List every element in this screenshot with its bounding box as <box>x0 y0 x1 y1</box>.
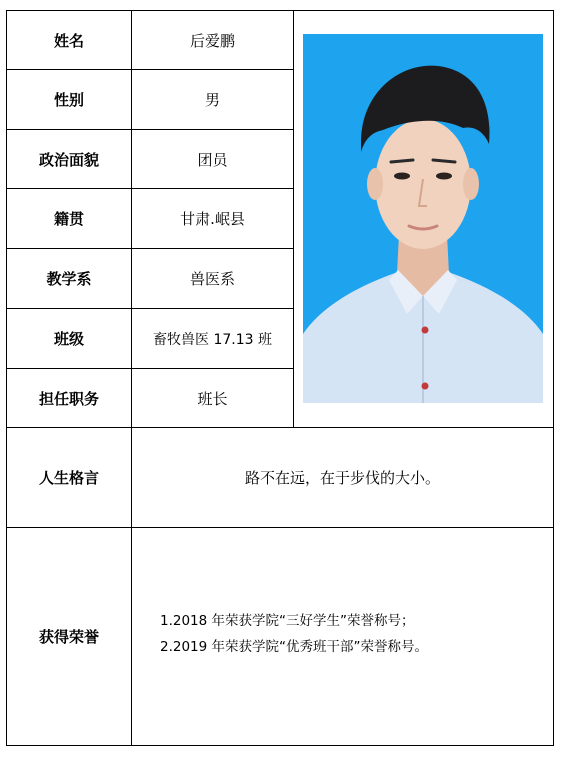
honor-item: 1.2018 年荣获学院“三好学生”荣誉称号； <box>160 613 415 629</box>
portrait-illustration <box>303 34 543 403</box>
field-label-hometown: 籍贯 <box>53 210 84 228</box>
field-label-political-status: 政治面貌 <box>38 150 99 169</box>
field-label-class: 班级 <box>53 330 84 348</box>
field-label-position: 担任职务 <box>38 389 99 408</box>
motto-text: 路不在远，在于步伐的大小。 <box>244 469 440 487</box>
field-value-position: 班长 <box>197 389 228 408</box>
field-value-gender: 男 <box>204 91 220 109</box>
field-value-name: 后爱鹏 <box>189 31 235 50</box>
honors-label: 获得荣誉 <box>38 628 99 646</box>
field-label-department: 教学系 <box>46 270 92 288</box>
honors-list <box>160 608 428 660</box>
field-label-gender: 性别 <box>53 91 84 109</box>
field-value-hometown: 甘肃.岷县 <box>180 210 245 228</box>
field-value-political-status: 团员 <box>197 150 228 169</box>
field-label-name: 姓名 <box>53 31 84 50</box>
field-value-class: 畜牧兽医 17.13 班 <box>153 331 272 348</box>
honor-item: 2.2019 年荣获学院“优秀班干部”荣誉称号。 <box>160 639 429 655</box>
field-value-department: 兽医系 <box>189 270 235 288</box>
motto-label: 人生格言 <box>38 469 99 487</box>
id-photo <box>303 34 543 403</box>
